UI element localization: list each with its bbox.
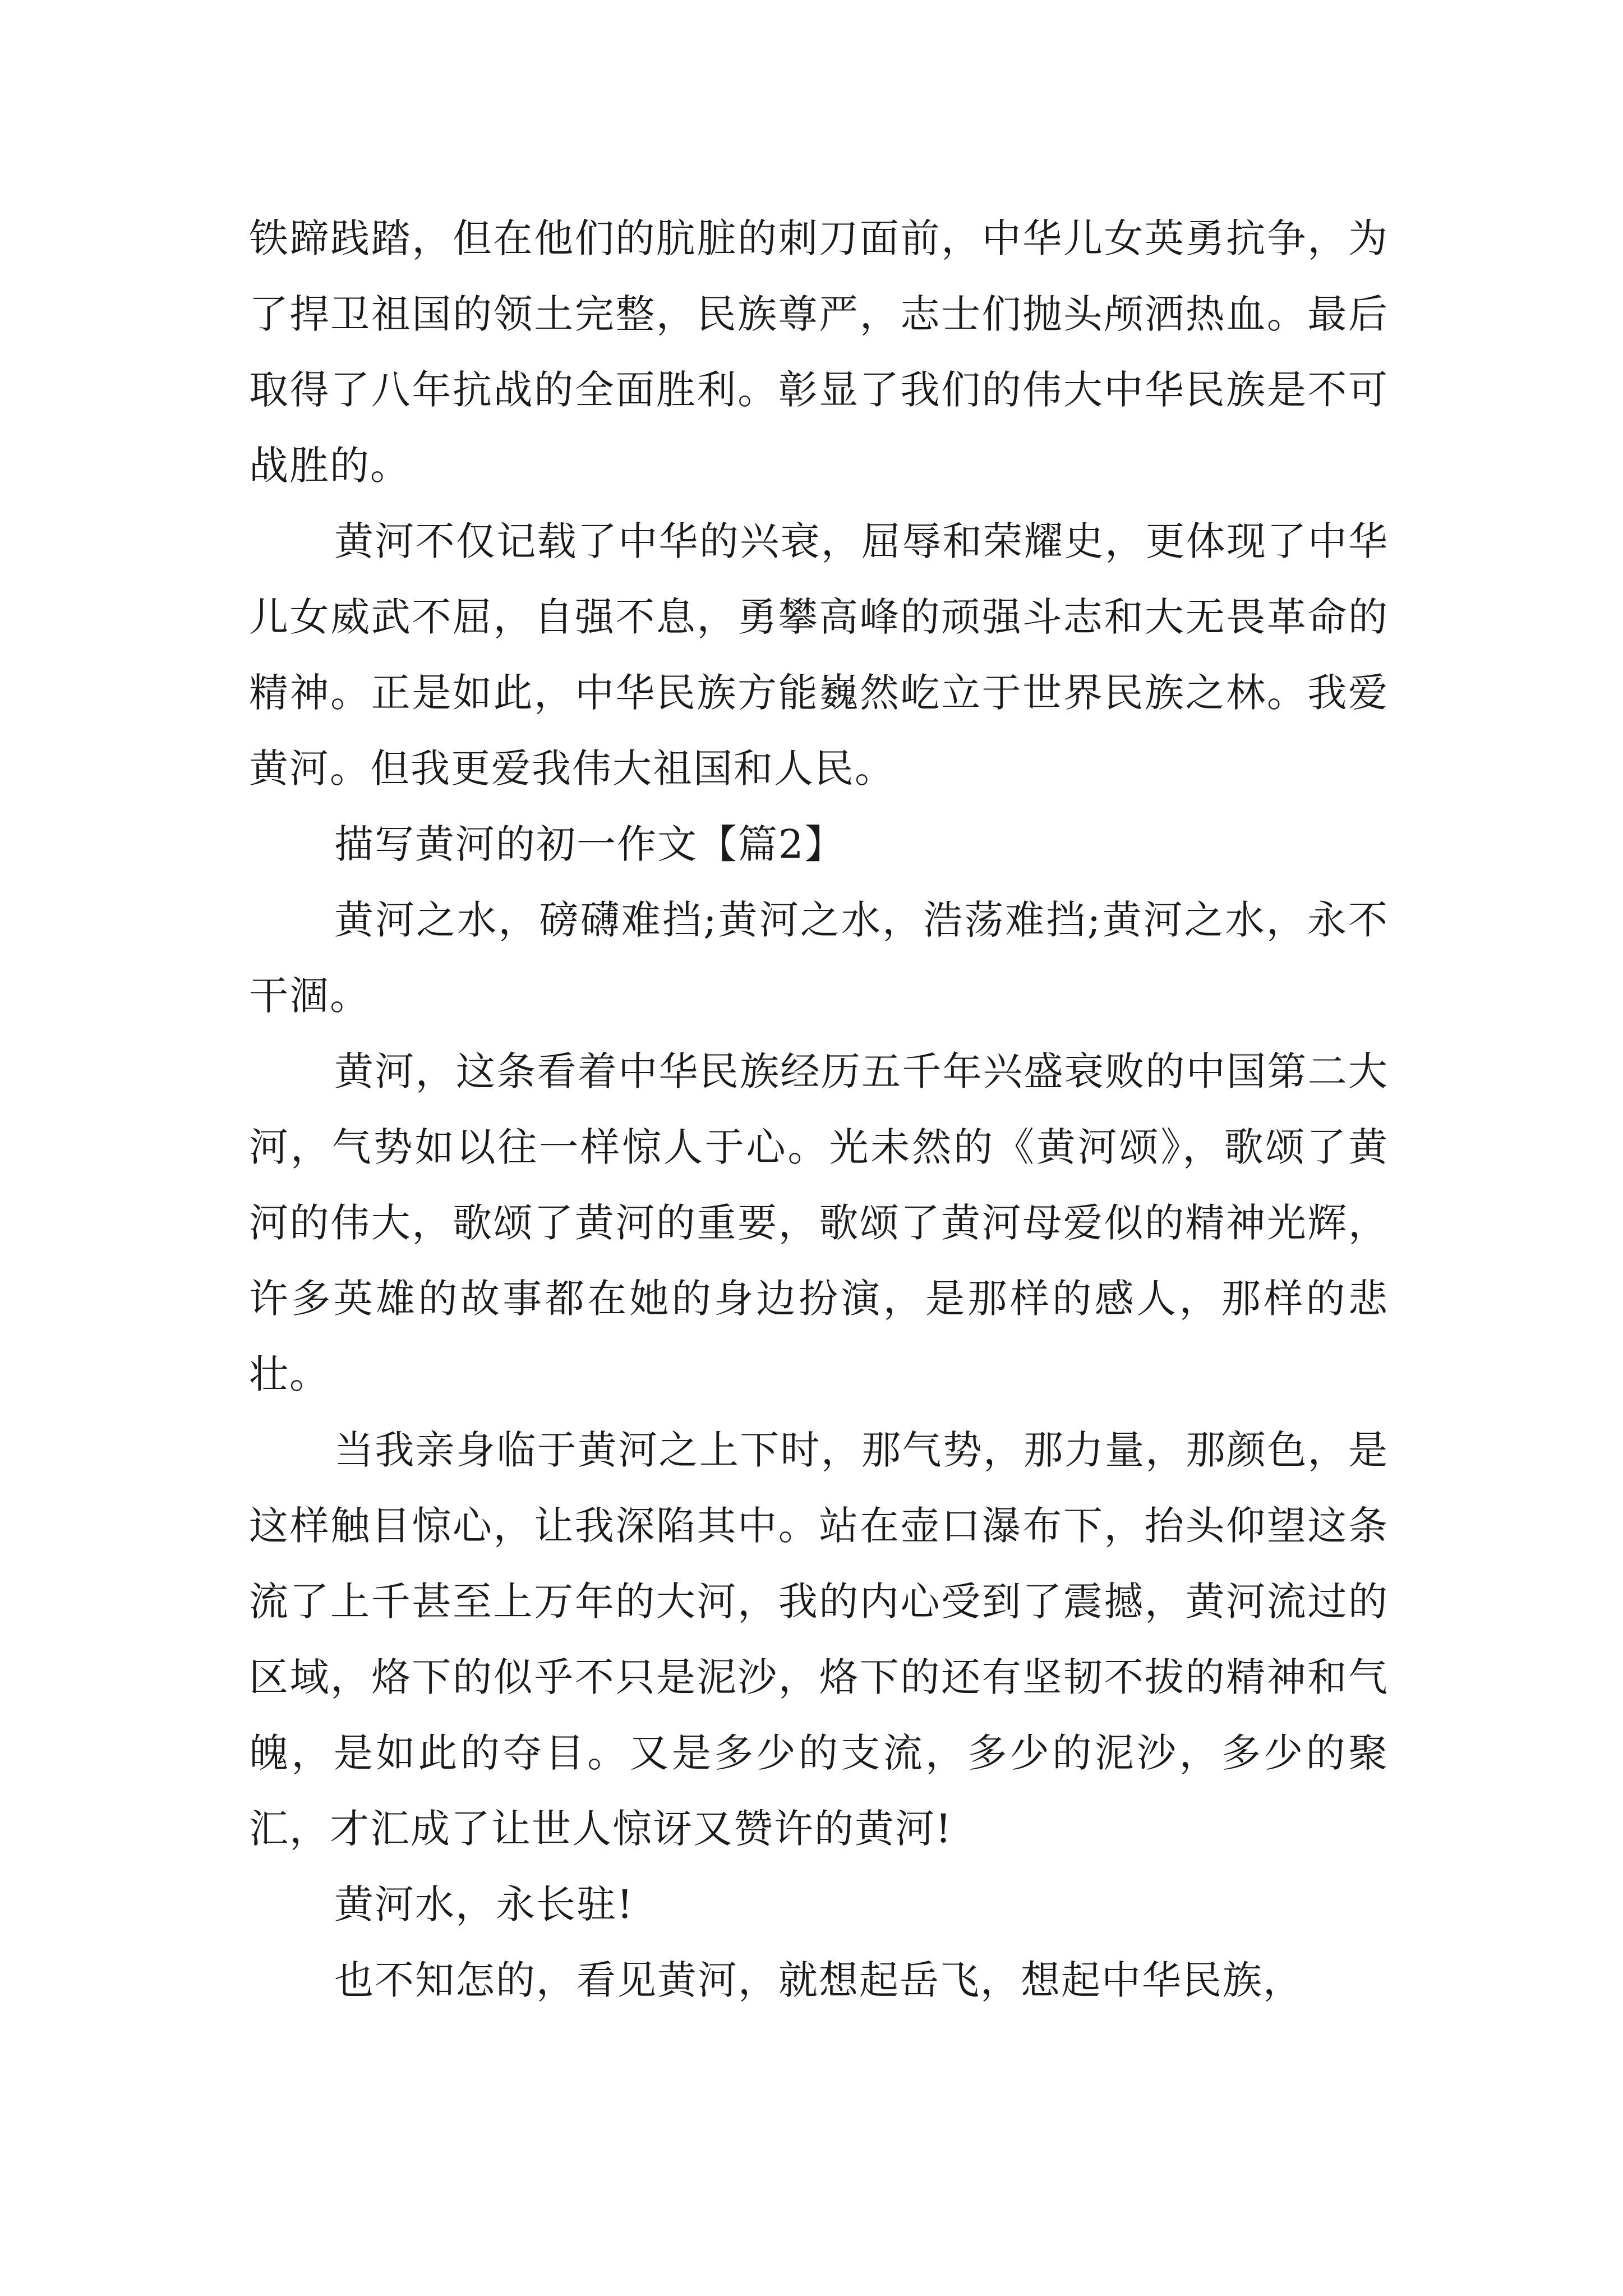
paragraph: 黄河之水，磅礴难挡;黄河之水，浩荡难挡;黄河之水，永不干涸。 (249, 897, 1389, 1019)
paragraph-partial: 也不知怎的，看见黄河，就想起岳飞，想起中华民族， (334, 1957, 1303, 2003)
paragraph-continuation: 铁蹄践踏，但在他们的肮脏的刺刀面前，中华儿女英勇抗争，为了捍卫祖国的领土完整，民族尊严，志士们抛头颅洒热血。最后取得了八年抗战的全面胜利。彰显了我们的伟大中华民族是不可战胜的。 (249, 215, 1389, 489)
paragraph: 黄河，这条看着中华民族经历五千年兴盛衰败的中国第二大河，气势如以往一样惊人于心。光未然的《黄河颂》，歌颂了黄河的伟大，歌颂了黄河的重要，歌颂了黄河母爱似的精神光辉，许多英雄的故事都在她的身边扮演，是那样的感人，那样的悲壮。 (249, 1048, 1389, 1397)
paragraph: 当我亲身临于黄河之上下时，那气势，那力量，那颜色，是这样触目惊心，让我深陷其中。站在壶口瀑布下，抬头仰望这条流了上千甚至上万年的大河，我的内心受到了震撼，黄河流过的区域，烙下的似乎不只是泥沙，烙下的还有坚韧不拔的精神和气魄，是如此的夺目。又是多少的支流，多少的泥沙，多少的聚汇，才汇成了让世人惊讶又赞许的黄河! (249, 1427, 1389, 1852)
paragraph: 黄河不仅记载了中华的兴衰，屈辱和荣耀史，更体现了中华儿女威武不屈，自强不息，勇攀高峰的顽强斗志和大无畏革命的精神。正是如此，中华民族方能巍然屹立于世界民族之林。我爱黄河。但我更爱我伟大祖国和人民。 (249, 518, 1389, 792)
paragraph: 黄河水，永长驻! (334, 1881, 634, 1927)
section-heading: 描写黄河的初一作文【篇2】 (334, 821, 845, 867)
document-body (249, 201, 1389, 2018)
